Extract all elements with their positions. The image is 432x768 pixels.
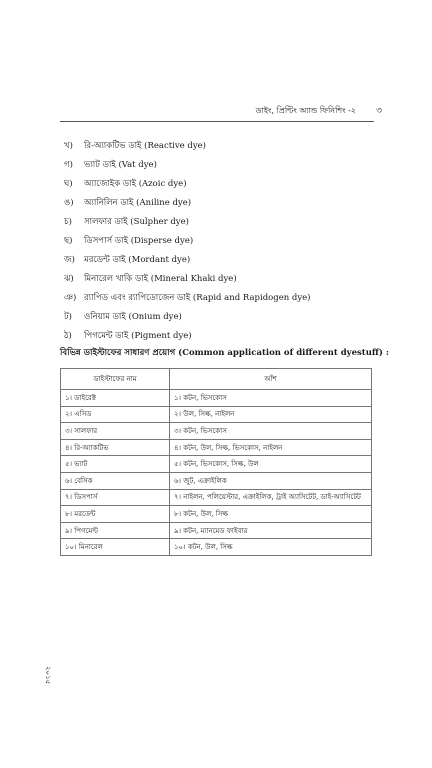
table-cell: ৫। কটন, ভিসকোস, সিল্ক, উল [170,456,372,473]
list-item [64,307,384,326]
table-cell: ৭। নাইলন, পলিয়েস্টার, এক্রাইলিক, ট্রাই অ্যাসিটেট, ডাই-অ্যাসিটেট [170,489,372,506]
list-marker: ছ) [64,235,73,246]
section-title: বিভিন্ন ডাইস্টাফের সাধারণ প্রয়োগ (Common application of different dyestuff) : [60,348,389,358]
table-cell: ১০। মিনারেল [61,539,170,556]
list-marker: জ) [64,254,75,265]
table-cell: ৮। মরডেন্ট [61,506,170,523]
table-cell: ৪। রি-অ্যাকটিভ [61,439,170,456]
table-cell: ৫। ভ্যাট [61,456,170,473]
table-row [61,539,372,556]
list-text: রি-অ্যাকটিভ ডাই (Reactive dye) [84,140,206,151]
table-cell: ৯। পিগমেন্ট [61,522,170,539]
column-header-dyestuff: ডাইস্টাফের নাম [61,369,170,390]
list-item [64,288,384,307]
dyestuff-application-table [60,368,372,556]
list-item [64,174,384,193]
list-item [64,212,384,231]
column-header-fiber: আঁশ [170,369,372,390]
list-item [64,231,384,250]
table-cell: ৬। জুট, এক্রাইলিক [170,472,372,489]
running-header [60,103,382,117]
table-cell: ৭। ডিসপার্স [61,489,170,506]
table-row [61,406,372,423]
header-rule [60,121,374,122]
table-cell: ৬। বেসিক [61,472,170,489]
list-item [64,193,384,212]
list-text: মিনারেল খাকি ডাই (Mineral Khaki dye) [84,273,237,284]
list-marker: গ) [64,159,73,170]
table-row [61,423,372,440]
table-cell: ১। কটন, ভিসকোস [170,390,372,407]
table-cell: ২। উল, সিল্ক, নাইলন [170,406,372,423]
margin-year-note: ২০১৫ [44,666,52,685]
table-row [61,390,372,407]
table-row [61,506,372,523]
table-row [61,489,372,506]
list-text: পিগমেন্ট ডাই (Pigment dye) [84,330,192,341]
table-cell: ১০। কটন, উল, সিল্ক [170,539,372,556]
table-cell: ৯। কটন, ম্যানমেড ফাইবার [170,522,372,539]
list-item [64,269,384,288]
table-row [61,439,372,456]
table-row [61,472,372,489]
list-item [64,326,384,345]
table-cell: ৩। সালফার [61,423,170,440]
list-marker: ঝ) [64,273,74,284]
list-marker: ঞ) [64,292,77,303]
list-text: র‍্যাপিড এবং র‍্যাপিডোজেন ডাই (Rapid and Rapidogen dye) [84,292,311,303]
list-marker: ঙ) [64,197,74,208]
table-header-row [61,369,372,390]
list-item [64,250,384,269]
table-row [61,522,372,539]
list-text: অ্যাজোইক ডাই (Azoic dye) [84,178,187,189]
table-cell: ১। ডাইরেক্ট [61,390,170,407]
list-text: সালফার ডাই (Sulpher dye) [84,216,189,227]
list-marker: ঠ) [64,330,72,341]
list-text: ভ্যাট ডাই (Vat dye) [84,159,157,170]
table-cell: ৮। কটন, উল, সিল্ক [170,506,372,523]
list-marker: চ) [64,216,72,227]
list-text: ডিসপার্স ডাই (Disperse dye) [84,235,194,246]
list-marker: ঘ) [64,178,73,189]
table-cell: ৪। কটন, উল, সিল্ক, ভিসকোস, নাইলন [170,439,372,456]
list-item [64,136,384,155]
list-text: অ্যানিলিন ডাই (Aniline dye) [84,197,192,208]
list-marker: খ) [64,140,73,151]
table-row [61,456,372,473]
list-text: ওনিয়াম ডাই (Onium dye) [84,311,182,322]
list-item [64,155,384,174]
list-marker: ট) [64,311,72,322]
list-text: মরডেন্ট ডাই (Mordant dye) [84,254,191,265]
dye-type-list [64,136,384,345]
page-number: ৩ [376,106,382,116]
running-header-title: ডাইং, প্রিন্টিং অ্যান্ড ফিনিশিং -২ [255,106,356,115]
table-cell: ৩। কটন, ভিসকোস [170,423,372,440]
table-cell: ২। এসিড [61,406,170,423]
